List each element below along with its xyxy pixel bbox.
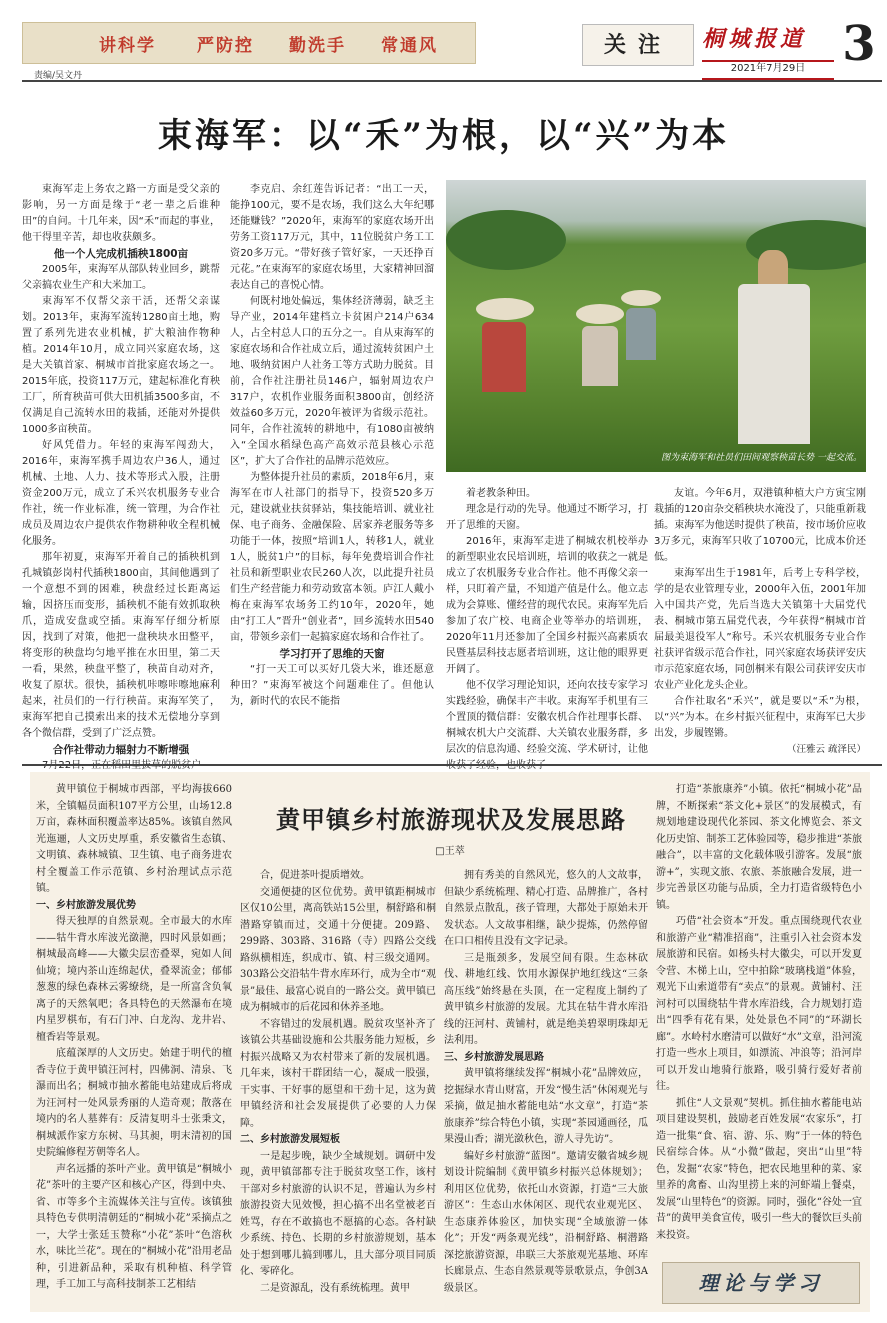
person-shape	[582, 326, 618, 386]
article1-column-1	[22, 182, 220, 774]
article1-column-3	[446, 486, 648, 774]
slogan-banner	[22, 22, 476, 64]
article2-column-3	[444, 868, 648, 1297]
section-label: 关注	[582, 24, 694, 66]
paragraph: 交通便捷的区位优势。黄甲镇距桐城市区仅10公里，离高铁站15公里，桐舒路和桐潜路穿镇而过，交通十分便捷。209路、299路、303路、316路（寺）四路公交线路纵横相连，织成市、镇、村三级交通网。303路公交沿牯牛背水库环行，成为全市“观景”最佳、最富心说自的一路公交。黄甲镇已成为桐城市的后花园和休养圣地。	[240, 886, 436, 1013]
paragraph: 合作社取名“禾兴”，就是要以“禾”为根，以“兴”为本。在乡村振兴征程中，束海军已大步出发，步履铿锵。	[654, 696, 866, 739]
paragraph: 他不仅学习理论知识，还向农技专家学习实践经验，确保丰产丰收。束海军手机里有三个置顶的微信群：安徽农机合作社理事长群、桐城农机大户交流群、大关镇农业服务群，多层次的信息沟通、经验交流、学术研讨，让他收获了经验，也收获了	[446, 680, 648, 771]
person-shape	[482, 322, 526, 392]
paragraph: 黄甲镇位于桐城市西部，平均海拔660米，全镇幅员面积107平方公里，山场12.8万亩，森林面积覆盖率达85%。该镇自然风光迤逦，人文历史厚重，系安徽省生态镇、文明镇、森林城镇、卫生镇、电子商务进农村全覆盖工作示范镇、乡村治理试点示范镇。	[36, 784, 232, 894]
editor-credit: 责编/吴文丹	[34, 71, 83, 81]
paragraph: 束海军出生于1981年，后考上专科学校，学的是农业管理专业，2000年入伍，2001年加入中国共产党，先后当选大关镇第十大届党代表、桐城市第五届党代表，今年获得“桐城市首届最美退役军人”称号。禾兴农机服务专业合作社获评省级示范合作社，同兴家庭农场获评安庆市示范家庭农场，同创桐米有限公司获评安庆市农业产业化龙头企业。	[654, 568, 866, 691]
paragraph: 为整体提升社员的素质，2018年6月，束海军在市人社部门的指导下，投资520多万元，建设就业扶贫驿站，集技能培训、就业社保、电子商务、金融保险、居家养老服务等多功能于一体，按照“培训1人，转移1人，就业1人，脱贫1户”的目标，每年免费培训合作社社员和新型职业农民260人次，以此提升社员们生产经营能力和劳动致富本领。庐江人戴小梅在束海军农场务工约10年，2020年，她由“打工人”晋升“创业者”，回乡流转水田540亩，带领乡亲们一起搞家庭农场和合作社了。	[230, 472, 434, 643]
article1-title: 束海军：以“禾”为根，以“兴”为本	[157, 116, 730, 156]
person-shape	[738, 284, 810, 444]
article1-column-4	[654, 486, 866, 742]
paper-name-logo: 桐城报道	[702, 26, 807, 52]
paragraph: 7月22日，正在稻田里拔草的脱贫户	[42, 760, 202, 771]
article2-column-2	[240, 868, 436, 1297]
theory-study-box: 理论与学习	[662, 1262, 860, 1304]
article2-title: 黄甲镇乡村旅游现状及发展思路	[276, 805, 626, 834]
paragraph: 一是起步晚，缺少全域规划。调研中发现，黄甲镇部都专注于脱贫攻坚工作，该村干部对乡村旅游的认识不足，普遍认为乡村旅游投资大见效慢，担心搞不出名堂被老百姓骂，存在不敢搞也不愿搞的心态。各村缺少系统、持色、长期的乡村旅游规划，基本处于想到哪儿搞到哪儿，且大部分项目同质化、零碎化。	[240, 1150, 436, 1277]
article2-column-4	[656, 782, 862, 1244]
paragraph: 束海军走上务农之路一方面是受父亲的影响，另一方面是缘于“老一辈之后谁种田”的自问。十几年来，因“禾”而起的事业，他干得里辛苦，却也收获颇多。	[22, 184, 220, 243]
article2-column-1	[36, 782, 232, 1294]
hat-shape	[576, 304, 624, 324]
paragraph: 声名远播的茶叶产业。黄甲镇是“桐城小花”茶叶的主要产区和核心产区，得到中央、省、市等多个主流媒体关注与宣传。该镇独具特色专供明清朝廷的“桐城小花”采摘点之一，大学士张廷玉赞称“小花”茶叶“色溶秋水，味比兰花”。现在的“桐城小花”沿用老品种，引进新品种，采取有机种植、科学管理，手工加工与高科技制茶工艺相结	[36, 1163, 232, 1290]
paragraph: 拥有秀美的自然风光，悠久的人文故事，但缺少系统梳理、精心打造、品牌推广，各村自然景点散乱，孩子管理，大都处于原始未开发状态。人文故事相继，缺少提炼，仍然停留在口口相传且没有文字记录。	[444, 870, 648, 947]
paragraph: 友谊。今年6月，双港镇种植大户方寅宝刚栽插的120亩杂交稻秧块水淹没了，只能重新栽插。束海军为他送时提供了秧苗，按市场价应收3万多元，束海军只收了10700元，比成本价还低。	[654, 488, 866, 563]
paragraph: 编好乡村旅游“蓝图”。邀请安徽省城乡规划设计院编制《黄甲镇乡村振兴总体规划》；利用区位优势，依托山水资源，打造“三大旅游区”：生态山水休闲区、现代农业观光区、生态康养体验区，加快实现“全域旅游一体化”；开发“两条观光线”，沿桐舒路、桐潜路深挖旅游资源，串联三大茶旅观光基地、环库长廊景点、生态自然景观等景歌景点，争创3A级景区。	[444, 1150, 648, 1294]
paragraph: 抓住“人文景观”契机。抓住抽水蓄能电站项目建设契机，鼓励老百姓发展“农家乐”，打造一批集“食、宿、游、乐、购”于一体的特色民宿综合体。从“小微”做起，突出“山里”特色，发掘“农家”特色，把农民地里种的菜、家里养的禽畜、山沟里捞上来的河虾端上餐桌，发展“山里特色”的资源。同时，强化“谷处一宜昔”的黄甲美食宣传，吸引一些大的餐饮巨头前来投资。	[656, 1097, 862, 1241]
article1-column-4-wrapper	[654, 486, 866, 758]
paragraph: 二是资源乱，没有系统梳理。黄甲	[260, 1282, 410, 1294]
issue-date: 2021年7月29日	[702, 60, 834, 80]
paragraph: 那年初夏，束海军开着自己的插秧机到孔城镇彭岗村代插秧1800亩，其间他遇到了一个意想不到的困难，秧盘经过长距离运输，因挤压而变形，插秧机不能有效抓取秧爪，造成安盘或空插。束海军仔细分析原因，找到了对策，他把一盘秧块水田整平，将变形的秧盘均匀地平推在水田里，第二天一看，果然，秧盘平整了，秧苗自动对齐，收复了原状。很快，插秧机咔嚓咔嚓地麻利起来，社员们的一行行秧苗。束海军笑了，束海军把自己摸索出来的技术无偿地分享到各个微信群，受到了广泛点赞。	[22, 552, 220, 739]
paragraph: 何既村地处偏远，集体经济薄弱，缺乏主导产业，2014年建档立卡贫困户214户634人，占全村总人口的五分之一。自从束海军的家庭农场和合作社成立后，通过流转贫困户土地、吸纳贫困户人社务工等方式助力脱贫。目前，合作社注册社员146户，辐射周边农户317户，农机作业服务面积3800亩，创经济效益60多万元，2020年被评为省级示范社。同年，合作社流转的耕地中，有1080亩被纳入“全国水稻绿色高产高效示范县核心示范区”，扩大了合作社的品牌示范效应。	[230, 296, 434, 467]
article1-column-2	[230, 182, 434, 710]
paragraph: 束海军不仅帮父亲干活，还帮父亲谋划。2013年，束海军流转1280亩土地，购置了系列先进农业机械，扩大粮油作物种植。2014年10月，成立同兴家庭农场，这是大关镇首家、桐城市首批家庭农场之一。2015年底，投资117万元，建起标准化育秧工厂，所育秧苗可供大田机插3500多亩，不仅满足自己流转水田的栽插，还能对外提供1000多亩秧苗。	[22, 296, 220, 435]
header-rule	[22, 80, 882, 82]
hat-shape	[476, 298, 534, 320]
article1-byline: （汪雅云 疏泽民）	[786, 744, 866, 755]
paragraph: 理念是行动的先导。他通过不断学习，打开了思维的天窗。	[446, 504, 648, 531]
subheading: 一、乡村旅游发展优势	[36, 899, 136, 911]
subheading: 合作社带动力辐射力不断增强	[52, 744, 190, 756]
paragraph: 2005年，束海军从部队转业回乡，跳帮父亲搞农业生产和大米加工。	[22, 264, 220, 291]
person-shape	[626, 308, 656, 360]
slogan-1: 讲科学	[99, 36, 156, 56]
paragraph: 不容错过的发展机遇。脱贫攻坚补齐了该镇公共基础设施和公共服务能力短板，乡村振兴战略又为农村带来了新的发展机遇。几年来，该村干群团结一心，凝成一股强，干实事、干好事的愿望和干劲十足，这为黄甲镇经济和社会发展提供了必要的人力保障。	[240, 1018, 436, 1129]
subheading: 三、乡村旅游发展思路	[444, 1051, 544, 1063]
paragraph: 李克启、余红莲告诉记者：“出工一天，能挣100元，要不是农场，我们这么大年纪哪还能赚钱？”2020年，束海军的家庭农场开出劳务工资117万元，其中，11位脱贫户务工工资20多万元。“带好孩子管好家，一天还挣百元花。”在束海军的家庭农场里，大家精神回溜表达自己的喜悦心情。	[230, 184, 434, 291]
paragraph: 底蕴深厚的人文历史。始建于明代的檀香寺位于黄甲镇汪河村，四佛洞、清泉、飞瀑而出名；桐城市抽水蓄能电站建成后将成为汪河村一处风景秀丽的人造奇观；散落在境内的名人墓葬有：反清复明斗士张秉文，桐城派作家方东树、马其昶，明末清初的国史院编修程芳朝等名人。	[36, 1048, 232, 1158]
slogan-3: 勤洗手	[289, 36, 346, 56]
paragraph: 巧借“社会资本”开发。重点围绕现代农业和旅游产业“精准招商”，注重引入社会资本发展旅游和民宿。如杨头村大徽尖，可以开发夏令营、木梯上山，空中拍除“玻璃栈道”体验，观光下山索道带有“卖点”的景观。黄铺村、汪河村可以围绕牯牛背水库沿线，合力规划打造出“四季有花有果，处处景色不同”的“环湖长廊”。水岭村水磨清可以做好“水”文章，沿河流打造一些水上项目，如漂流、冲浪等；沿河岸可以开发山地骑行旅路，吸引骑行爱好者前往。	[656, 916, 862, 1092]
tree-shape	[446, 210, 566, 270]
photo-caption: 图为束海军和社员们田间观察秧苗长势 一起交流。	[661, 453, 862, 463]
paragraph: 好风凭借力。年轻的束海军闯劲大，2016年，束海军携手周边农户36人，通过机械、土地、人力、技术等形式入股，注册资金200万元，成立了禾兴农机服务专业合作社，统一作业标准，统一管理，为合作社成员及周边农户提供农作物耕种收全程机械化服务。	[22, 440, 220, 547]
article2-author: □王萃	[435, 846, 465, 857]
paragraph: 三是瓶颈多，发展空间有限。生态林砍伐、耕地红线、饮用水源保护地红线这“三条高压线”始终悬在头顶，在一定程度上制约了黄甲镇乡村旅游的发展。尤其在牯牛背水库沿线的汪河村、黄铺村，就是绝美碧翠明珠却无法利用。	[444, 952, 648, 1046]
paragraph: 得天独厚的自然景观。全市最大的水库——牯牛背水库波光潋滟，四时风景如画；桐城最高峰——大徽尖层峦叠翠，宛如人间仙境；境内茶山连绵起伏，叠翠流金；郁郁葱葱的绿色森林云雾缭绕，是一所富含负氧离子的天然氧吧；各具特色的天然瀑布在境内星罗棋布，有石门冲、白龙沟、龙井岩、檀香岩等景观。	[36, 916, 232, 1043]
subheading: 他一个人完成机插秧1800亩	[53, 248, 189, 260]
article-divider	[22, 764, 882, 766]
paragraph: 打造“茶旅康养”小镇。依托“桐城小花”品牌，不断探索“茶文化+景区”的发展模式，有规划地建设现代化茶园、茶文化博览会、茶文化历史馆、制茶工艺体验园等，稳步推进“茶旅融合”，以丰富的文化载体吸引游客。发展“旅游+”，实现文旅、农旅、茶旅融合发展，进一步完善景区功能与品质，全力打造省级特色小镇。	[656, 784, 862, 911]
slogan-2: 严防控	[197, 36, 254, 56]
subheading: 学习打开了思维的天窗	[279, 648, 385, 660]
farm-photo	[446, 180, 866, 472]
slogan-4: 常通风	[381, 36, 438, 56]
paragraph: “打一天工可以买好几袋大米，谁还愿意种田？”束海军被这个问题难住了。但他认为，新时代的农民不能指	[230, 664, 434, 707]
paragraph: 2016年，束海军走进了桐城农机校举办的新型职业农民培训班，培训的收获之一就是成立了农机服务专业合作社。他不再像父亲一样，只盯着产量，不知道产值是什么。他立志成为会算账、懂经营的现代农民。束海军先后参加了农广校、电商企业等举办的培训班，2020年11月还参加了全国乡村振兴高素质农民暨基层科技志愿者培训班，这让他的眼界更开阔了。	[446, 536, 648, 675]
person-head	[758, 250, 788, 286]
paragraph: 着老教条种田。	[466, 488, 536, 499]
page-number: 3	[842, 16, 876, 72]
hat-shape	[621, 290, 661, 306]
paragraph: 合，促进茶叶提质增效。	[260, 870, 370, 881]
subheading: 二、乡村旅游发展短板	[240, 1134, 340, 1145]
paragraph: 黄甲镇将继续发挥“桐城小花”品牌效应，挖掘绿水青山财富，开发“慢生活”休闲观光与采摘，做足抽水蓄能电站“水文章”，打造“茶旅康养”综合特色小镇，实现“茶园通画径，瓜果漫山香；湖光潋秋色，游人寻先访”。	[444, 1068, 648, 1145]
